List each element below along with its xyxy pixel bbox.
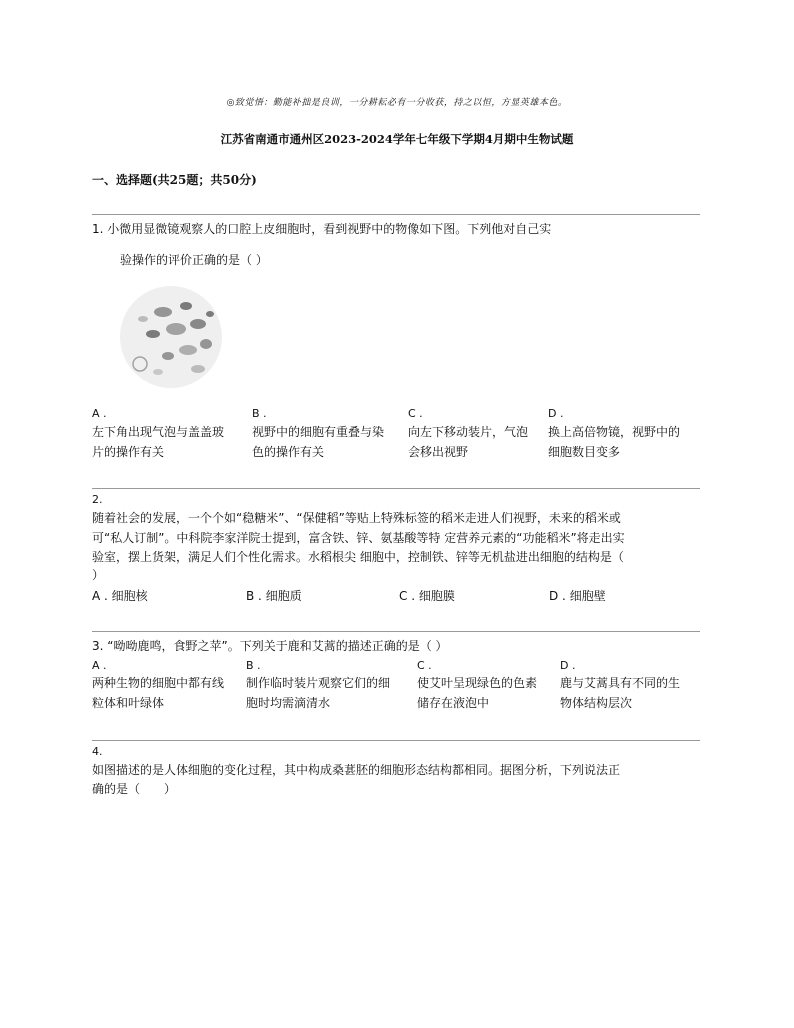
q2-option-a[interactable] xyxy=(92,586,148,606)
q1-option-d-label: D . xyxy=(548,407,564,420)
q2-stem-line3: 验室，摆上货架，满足人们个性化需求。水稻根尖 细胞中，控制铁、锌等无机盐进出细胞的结构是（ xyxy=(92,550,624,564)
q1-stem-line2: 验操作的评价正确的是（ ） xyxy=(120,253,268,267)
q2-option-d[interactable] xyxy=(549,586,606,606)
q3-stem-line1: 3. “呦呦鹿鸣，食野之苹”。下列关于鹿和艾蒿的描述正确的是（ ） xyxy=(92,639,448,653)
q2-option-b-text: 细胞质 xyxy=(265,589,302,603)
q2-option-a-label: A . xyxy=(92,589,108,603)
q1-option-c-text[interactable]: 向左下移动装片，气泡 会移出视野 xyxy=(408,425,529,459)
q2-option-d-text: 细胞壁 xyxy=(569,589,606,603)
question-divider xyxy=(92,488,700,489)
motto-line: ◎致觉悟：勤能补拙是良训，一分耕耘必有一分收获，持之以恒，方显英雄本色。 xyxy=(226,98,568,108)
q4-stem-line1: 如图描述的是人体细胞的变化过程，其中构成桑葚胚的细胞形态结构都相同。据图分析，下列说法正 xyxy=(92,763,621,777)
exam-title: 江苏省南通市通州区2023-2024学年七年级下学期4月期中生物试题 xyxy=(220,132,574,146)
q1-option-c-label: C . xyxy=(408,407,423,420)
q1-option-b-label: B . xyxy=(252,407,267,420)
question-divider xyxy=(92,631,700,632)
q2-option-b-label: B . xyxy=(246,589,262,603)
q1-option-a-text[interactable]: 左下角出现气泡与盖盖玻 片的操作有关 xyxy=(92,425,225,459)
q3-option-c-text[interactable]: 使艾叶呈现绿色的色素 储存在液泡中 xyxy=(417,676,538,710)
q2-option-c-text: 细胞膜 xyxy=(418,589,455,603)
q1-stem-line1: 1. 小微用显微镜观察人的口腔上皮细胞时，看到视野中的物像如下图。下列他对自己实 xyxy=(92,222,552,236)
q2-option-d-label: D . xyxy=(549,589,566,603)
q2-number: 2. xyxy=(92,493,103,506)
q2-stem-line1: 随着社会的发展，一个个如“稳糖米”、“保健稻”等贴上特殊标签的稻米走进人们视野，未来的稻米或 xyxy=(92,511,621,525)
q3-option-b-text[interactable]: 制作临时装片观察它们的细 胞时均需滴清水 xyxy=(246,676,391,710)
q1-option-b-text[interactable]: 视野中的细胞有重叠与染 色的操作有关 xyxy=(252,425,385,459)
section-heading: 一、选择题(共25题；共50分) xyxy=(92,173,257,187)
q1-option-d-text[interactable]: 换上高倍物镜，视野中的 细胞数目变多 xyxy=(548,425,681,459)
q2-stem-line4: ） xyxy=(92,568,105,582)
q4-number: 4. xyxy=(92,745,103,758)
question-divider xyxy=(92,740,700,741)
q3-option-c-label: C . xyxy=(417,659,432,672)
microscope-field-image xyxy=(118,284,224,390)
q2-option-c[interactable] xyxy=(399,586,455,606)
q3-option-d-text[interactable]: 鹿与艾蒿具有不同的生 物体结构层次 xyxy=(560,676,681,710)
q4-stem-line2: 确的是（ ） xyxy=(92,782,177,796)
q2-option-a-text: 细胞核 xyxy=(111,589,148,603)
q3-option-d-label: D . xyxy=(560,659,576,672)
q2-option-b[interactable] xyxy=(246,586,302,606)
question-divider xyxy=(92,214,700,215)
q3-option-b-label: B . xyxy=(246,659,261,672)
q1-option-a-label: A . xyxy=(92,407,107,420)
q3-option-a-label: A . xyxy=(92,659,107,672)
q2-option-c-label: C . xyxy=(399,589,416,603)
q3-option-a-text[interactable]: 两种生物的细胞中都有线 粒体和叶绿体 xyxy=(92,676,225,710)
q2-stem-line2: 可“私人订制”。中科院李家洋院士提到，富含铁、锌、氨基酸等特 定营养元素的“功能稻米”将走出实 xyxy=(92,531,625,545)
